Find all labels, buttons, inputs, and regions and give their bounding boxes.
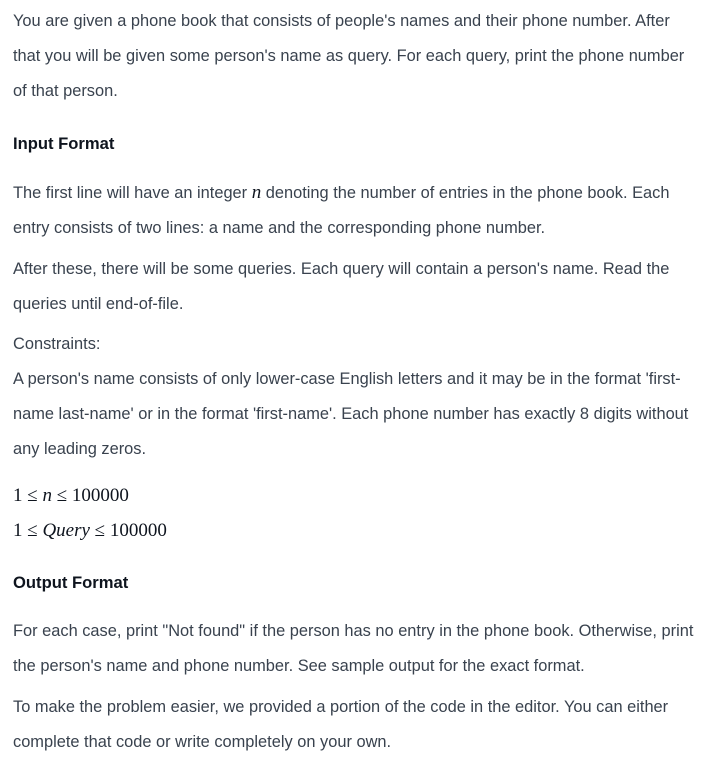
constraint-query-low: 1	[13, 520, 23, 541]
input-format-line1	[13, 175, 696, 246]
constraints-paragraph: A person's name consists of only lower-case English letters and it may be in the format 'first-name last-name' or in the format 'first-name'. Each phone number has exactly 8 digits without any leading zeros.	[13, 370, 689, 458]
output-format-paragraph: For each case, print "Not found" if the person has no entry in the phone book. Otherwise, print the person's name and phone number. See sample output for the exact format.	[13, 622, 694, 675]
constraint-n-high: 100000	[71, 485, 129, 506]
output-format-heading: Output Format	[13, 573, 129, 592]
constraint-query-op1: ≤	[27, 520, 38, 541]
constraint-query-high: 100000	[109, 520, 167, 541]
constraint-n-var: n	[42, 485, 52, 506]
constraint-query-var: Query	[42, 520, 90, 541]
variable-n: n	[251, 182, 262, 203]
input-format-line1-after: denoting the number of entries in the phone book. Each entry consists of two lines: a name and the corresponding phone number.	[13, 184, 670, 237]
constraint-n-op1: ≤	[27, 485, 38, 506]
input-format-line1-before: The first line will have an integer	[13, 184, 252, 202]
queries-paragraph: After these, there will be some queries. Each query will contain a person's name. Read the queries until end-of-file.	[13, 260, 670, 313]
editor-note-paragraph: To make the problem easier, we provided a portion of the code in the editor. You can either complete that code or write completely on your own.	[13, 698, 669, 751]
constraint-query-op2: ≤	[94, 520, 106, 541]
input-format-heading: Input Format	[13, 134, 115, 153]
constraint-n-op2: ≤	[56, 485, 68, 506]
constraint-n	[13, 478, 696, 513]
constraint-query	[13, 513, 696, 548]
intro-paragraph: You are given a phone book that consists of people's names and their phone number. After that you will be given some person's name as query. For each query, print the phone number of that person.	[13, 12, 685, 100]
constraint-n-low: 1	[13, 485, 23, 506]
constraints-label: Constraints:	[13, 335, 101, 353]
